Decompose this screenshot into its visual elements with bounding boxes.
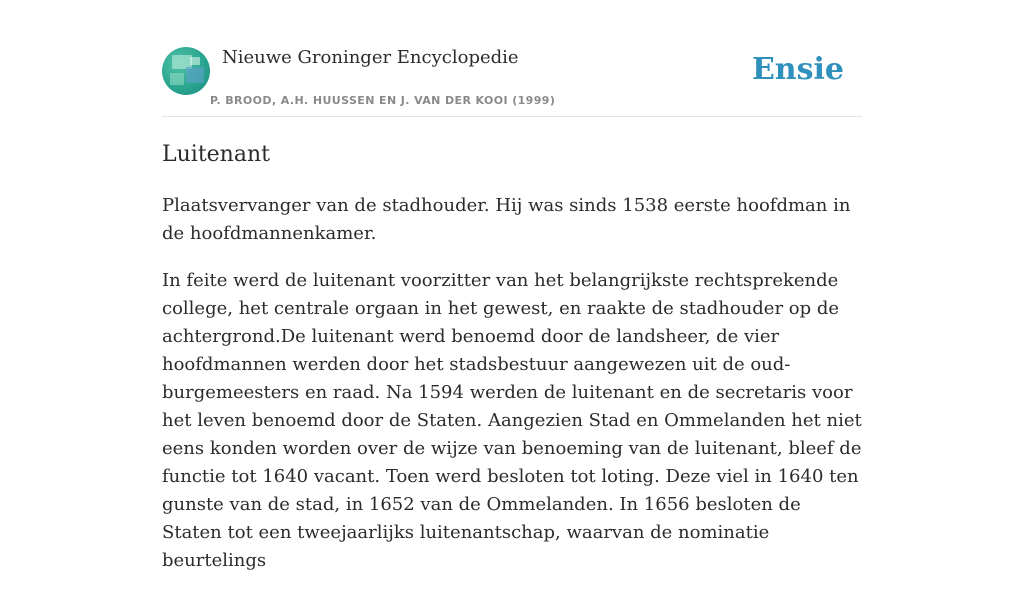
article-paragraph: In feite werd de luitenant voorzitter van het belangrijkste rechtsprekende college, het centrale orgaan in het gewest, en raakte de stadhouder op de achtergrond.De luitenant werd benoemd door de landsheer, de vier hoofdmannen werden door het stadsbestuur aangewezen uit de oud-burgemeesters en raad. Na 1594 werden de luitenant en de secretaris voor het leven benoemd door de Staten. Aangezien Stad en Ommelanden het niet eens konden worden over de wijze van benoeming van de luitenant, bleef de functie tot 1640 vacant. Toen werd besloten tot loting. Deze viel in 1640 ten gunste van de stad, in 1652 van de Ommelanden. In 1656 besloten de Staten tot een tweejaarlijks luitenantschap, waarvan de nominatie beurtelings [162,270,862,571]
encyclopedia-cover-icon[interactable] [162,47,210,95]
source-title-link[interactable]: Nieuwe Groninger Encyclopedie [222,47,519,68]
article-title: Luitenant [162,142,270,167]
source-authors: P. BROOD, A.H. HUUSSEN EN J. VAN DER KOOI (1999) [210,94,556,107]
article-body [162,192,862,594]
article-paragraph: Plaatsvervanger van de stadhouder. Hij was sinds 1538 eerste hoofdman in de hoofdmannenkamer. [162,195,851,244]
cover-tile [190,57,200,65]
cover-tile [170,73,184,85]
header [162,46,862,117]
ensie-logo-link[interactable]: Ensie [751,52,844,87]
cover-tile [186,67,204,83]
